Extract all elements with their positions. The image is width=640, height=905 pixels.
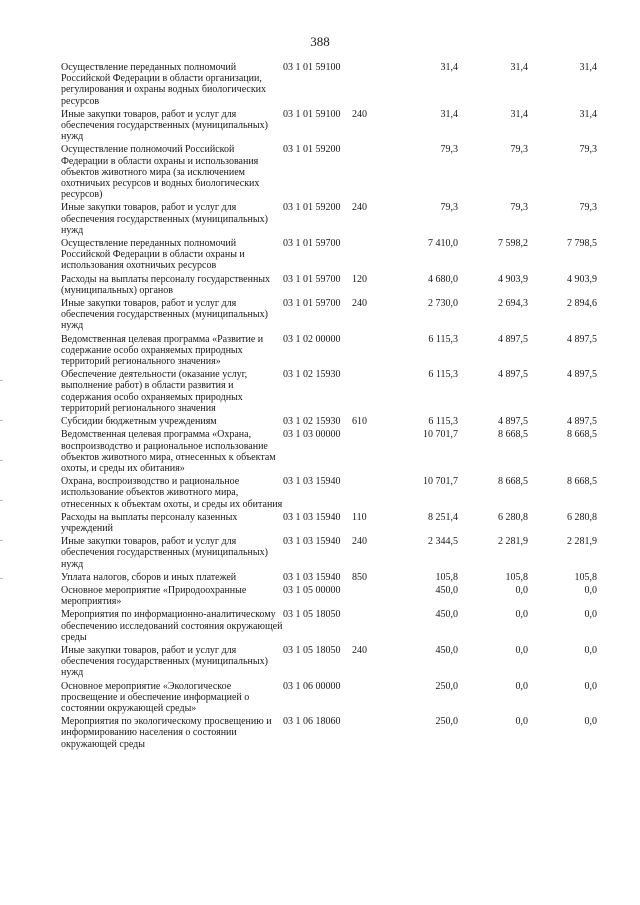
target-article-code-cell: 03 1 05 00000 [283, 584, 341, 596]
amount-year-2-cell: 2 694,3 [498, 298, 528, 310]
expense-type-code-cell: 240 [352, 536, 367, 548]
expense-type-code-cell: 240 [352, 108, 367, 120]
amount-year-1-cell: 2 730,0 [428, 298, 458, 310]
expense-type-code-cell: 240 [352, 298, 367, 310]
target-article-code-cell: 03 1 01 59100 [283, 62, 341, 73]
target-article-code-cell: 03 1 03 15940 [283, 571, 341, 583]
amount-year-2-cell: 0,0 [515, 584, 528, 596]
expense-type-code-cell [352, 429, 388, 476]
table-row [61, 202, 597, 238]
amount-year-3-cell: 0,0 [584, 584, 597, 596]
expense-name-cell: Обеспечение деятельности (оказание услуг, выполнение работ) в области развития и содержания особо охраняемых природных территорий регионального значения [61, 369, 248, 414]
amount-year-3-cell: 0,0 [584, 609, 597, 621]
expense-name-cell: Основное мероприятие «Природоохранные мероприятия» [61, 584, 247, 608]
table-row [61, 476, 597, 512]
amount-year-2-cell: 0,0 [515, 680, 528, 692]
expense-name-cell: Расходы на выплаты персоналу государственных (муниципальных) органов [61, 273, 271, 296]
table-row [61, 369, 597, 416]
amount-year-1-cell: 450,0 [435, 609, 458, 621]
amount-year-3-cell: 4 897,5 [567, 416, 597, 428]
table-row [61, 298, 597, 334]
amount-year-2-cell: 7 598,2 [498, 238, 528, 250]
expense-name-cell: Иные закупки товаров, работ и услуг для обеспечения государственных (муниципальных) нужд [61, 536, 268, 570]
table-row [61, 681, 597, 717]
amount-year-1-cell: 4 680,0 [428, 273, 458, 285]
table-row [61, 716, 597, 752]
amount-year-3-cell: 6 280,8 [567, 511, 597, 523]
expense-type-code-cell: 610 [352, 416, 367, 428]
amount-year-1-cell: 450,0 [435, 644, 458, 656]
budget-table [61, 62, 597, 752]
target-article-code-cell: 03 1 03 15940 [283, 511, 341, 523]
amount-year-1-cell: 8 251,4 [428, 511, 458, 523]
expense-type-code-cell [352, 681, 388, 717]
target-article-code-cell: 03 1 02 00000 [283, 333, 341, 345]
amount-year-2-cell: 4 903,9 [498, 273, 528, 285]
amount-year-1-cell: 250,0 [435, 680, 458, 692]
expense-type-code-cell [352, 585, 388, 609]
amount-year-1-cell: 31,4 [440, 108, 458, 120]
target-article-code-cell: 03 1 05 18050 [283, 609, 341, 621]
amount-year-3-cell: 8 668,5 [567, 476, 597, 488]
amount-year-2-cell: 79,3 [510, 144, 528, 156]
target-article-code-cell: 03 1 03 15940 [283, 476, 341, 488]
table-row [61, 109, 597, 145]
expense-type-code-cell [352, 144, 388, 202]
target-article-code-cell: 03 1 02 15930 [283, 369, 341, 381]
expense-name-cell: Расходы на выплаты персоналу казенных учреждений [61, 511, 238, 534]
target-article-code-cell: 03 1 01 59700 [283, 298, 341, 310]
amount-year-3-cell: 0,0 [584, 716, 597, 728]
amount-year-2-cell: 31,4 [510, 62, 528, 73]
amount-year-1-cell: 105,8 [435, 571, 458, 583]
table-row [61, 144, 597, 202]
target-article-code-cell: 03 1 01 59200 [283, 202, 341, 214]
amount-year-2-cell: 79,3 [510, 202, 528, 214]
amount-year-2-cell: 31,4 [510, 108, 528, 120]
table-row [61, 62, 597, 109]
amount-year-1-cell: 6 115,3 [428, 369, 458, 381]
expense-name-cell: Иные закупки товаров, работ и услуг для обеспечения государственных (муниципальных) нужд [61, 202, 268, 236]
amount-year-2-cell: 0,0 [515, 716, 528, 728]
expense-name-cell: Осуществление полномочий Российской Федерации в области охраны и использования объектов животного мира (за исключением охотничьих ресурсов и водных биологических ресурсов) [61, 144, 260, 201]
amount-year-2-cell: 6 280,8 [498, 511, 528, 523]
expense-name-cell: Ведомственная целевая программа «Охрана, воспроизводство и рациональное использование объектов животного мира, отнесенных к объектам охоты, и среды их обитания» [61, 429, 276, 474]
target-article-code-cell: 03 1 01 59200 [283, 144, 341, 156]
amount-year-2-cell: 8 668,5 [498, 429, 528, 441]
table-row [61, 645, 597, 681]
expense-type-code-cell [352, 62, 388, 109]
amount-year-3-cell: 0,0 [584, 680, 597, 692]
expense-name-cell: Субсидии бюджетным учреждениям [61, 416, 217, 428]
table-row [61, 609, 597, 645]
table-row [61, 416, 597, 429]
amount-year-3-cell: 7 798,5 [567, 238, 597, 250]
table-row [61, 238, 597, 274]
expense-type-code-cell [352, 369, 388, 416]
amount-year-1-cell: 10 701,7 [423, 429, 458, 441]
expense-name-cell: Иные закупки товаров, работ и услуг для обеспечения государственных (муниципальных) нужд [61, 298, 268, 332]
table-row [61, 585, 597, 609]
amount-year-3-cell: 4 897,5 [567, 369, 597, 381]
page-number: 388 [310, 34, 330, 49]
expense-name-cell: Осуществление переданных полномочий Российской Федерации в области организации, регулирования и охраны водных биологических ресурсов [61, 62, 267, 107]
amount-year-1-cell: 10 701,7 [423, 476, 458, 488]
expense-type-code-cell [352, 334, 388, 370]
expense-type-code-cell: 120 [352, 273, 367, 285]
amount-year-2-cell: 0,0 [515, 609, 528, 621]
amount-year-2-cell: 2 281,9 [498, 536, 528, 548]
amount-year-1-cell: 79,3 [440, 202, 458, 214]
amount-year-1-cell: 7 410,0 [428, 238, 458, 250]
budget-table-body [61, 62, 597, 752]
amount-year-1-cell: 6 115,3 [428, 416, 458, 428]
amount-year-1-cell: 6 115,3 [428, 333, 458, 345]
amount-year-2-cell: 105,8 [505, 571, 528, 583]
expense-name-cell: Основное мероприятие «Экологическое просвещение и обеспечение информацией о состоянии окружающей среды» [61, 680, 250, 714]
amount-year-3-cell: 2 281,9 [567, 536, 597, 548]
target-article-code-cell: 03 1 03 15940 [283, 536, 341, 548]
expense-name-cell: Ведомственная целевая программа «Развитие и содержание особо охраняемых природных территорий регионального значения» [61, 333, 264, 368]
table-row [61, 536, 597, 572]
amount-year-1-cell: 31,4 [440, 62, 458, 73]
target-article-code-cell: 03 1 05 18050 [283, 644, 341, 656]
amount-year-3-cell: 0,0 [584, 644, 597, 656]
amount-year-3-cell: 31,4 [579, 62, 597, 73]
amount-year-3-cell: 79,3 [579, 202, 597, 214]
expense-type-code-cell: 850 [352, 571, 367, 583]
amount-year-3-cell: 4 903,9 [567, 273, 597, 285]
expense-type-code-cell [352, 238, 388, 274]
amount-year-3-cell: 105,8 [574, 571, 597, 583]
target-article-code-cell: 03 1 01 59700 [283, 238, 341, 250]
expense-type-code-cell: 240 [352, 644, 367, 656]
target-article-code-cell: 03 1 03 00000 [283, 429, 341, 441]
amount-year-2-cell: 4 897,5 [498, 333, 528, 345]
expense-type-code-cell [352, 476, 388, 512]
table-row [61, 334, 597, 370]
table-row [61, 429, 597, 476]
amount-year-3-cell: 79,3 [579, 144, 597, 156]
amount-year-2-cell: 8 668,5 [498, 476, 528, 488]
target-article-code-cell: 03 1 06 18060 [283, 716, 341, 728]
expense-type-code-cell: 110 [352, 511, 367, 523]
amount-year-1-cell: 79,3 [440, 144, 458, 156]
expense-name-cell: Иные закупки товаров, работ и услуг для обеспечения государственных (муниципальных) нужд [61, 108, 268, 143]
amount-year-2-cell: 4 897,5 [498, 369, 528, 381]
expense-type-code-cell: 240 [352, 202, 367, 214]
amount-year-3-cell: 8 668,5 [567, 429, 597, 441]
table-row [61, 512, 597, 536]
expense-name-cell: Осуществление переданных полномочий Российской Федерации в области охраны и использования охотничьих ресурсов [61, 238, 245, 272]
amount-year-2-cell: 0,0 [515, 644, 528, 656]
amount-year-1-cell: 2 344,5 [428, 536, 458, 548]
amount-year-3-cell: 2 894,6 [567, 298, 597, 310]
binding-margin-marks [0, 380, 4, 580]
target-article-code-cell: 03 1 06 00000 [283, 680, 341, 692]
target-article-code-cell: 03 1 01 59700 [283, 273, 341, 285]
target-article-code-cell: 03 1 02 15930 [283, 416, 341, 428]
expense-type-code-cell [352, 609, 388, 645]
expense-name-cell: Уплата налогов, сборов и иных платежей [61, 571, 237, 583]
expense-name-cell: Мероприятия по информационно-аналитическому обеспечению исследований состояния окружающей среды [61, 609, 283, 643]
target-article-code-cell: 03 1 01 59100 [283, 108, 341, 120]
table-row [61, 274, 597, 298]
amount-year-2-cell: 4 897,5 [498, 416, 528, 428]
amount-year-3-cell: 4 897,5 [567, 333, 597, 345]
amount-year-1-cell: 250,0 [435, 716, 458, 728]
amount-year-1-cell: 450,0 [435, 584, 458, 596]
table-row [61, 572, 597, 585]
expense-name-cell: Иные закупки товаров, работ и услуг для обеспечения государственных (муниципальных) нужд [61, 644, 268, 679]
expense-type-code-cell [352, 716, 388, 752]
expense-name-cell: Охрана, воспроизводство и рациональное использование объектов животного мира, отнесенных к объектам охоты, и среды их обитания [61, 476, 283, 510]
amount-year-3-cell: 31,4 [579, 108, 597, 120]
expense-name-cell: Мероприятия по экологическому просвещению и информированию населения о состоянии окружающей среды [61, 716, 272, 750]
